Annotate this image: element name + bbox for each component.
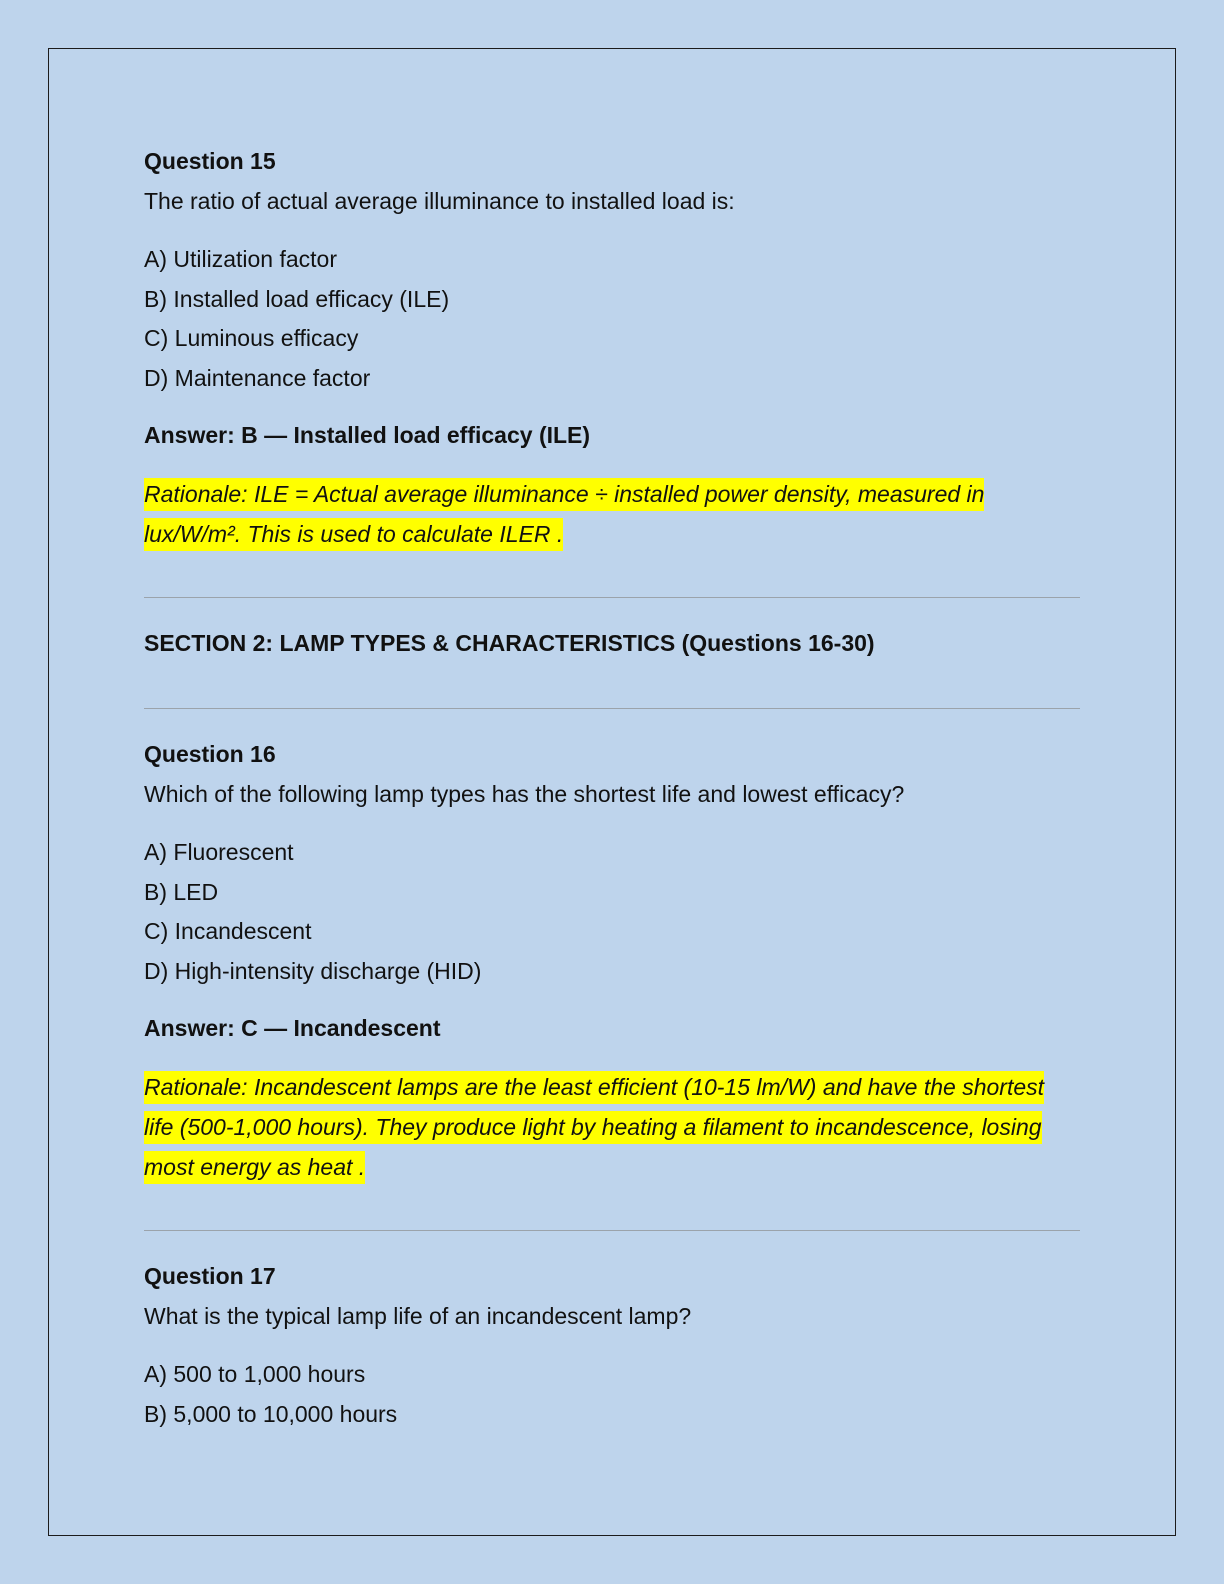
- rationale-text: Rationale: Incandescent lamps are the least efficient (10-15 lm/W) and have the shortest life (500-1,000 hours). They produce light by heating a filament to incandescence, losing most energy as heat .: [144, 1071, 1044, 1184]
- option-a: A) Utilization factor: [144, 246, 338, 272]
- option-list: [144, 1355, 1080, 1434]
- divider: [144, 1230, 1080, 1231]
- option-list: [144, 240, 1080, 398]
- question-16: [144, 739, 1080, 1187]
- question-text: The ratio of actual average illuminance to installed load is:: [144, 188, 735, 214]
- option-a: A) Fluorescent: [144, 839, 294, 865]
- divider: [144, 597, 1080, 598]
- option-b: B) LED: [144, 878, 219, 905]
- rationale-text: Rationale: ILE = Actual average illuminance ÷ installed power density, measured in lux/W/m². This is used to calculate ILER .: [144, 478, 984, 551]
- option-a: A) 500 to 1,000 hours: [144, 1361, 366, 1387]
- answer-line: Answer: C — Incandescent: [144, 1015, 441, 1041]
- option-b: B) 5,000 to 10,000 hours: [144, 1400, 398, 1427]
- option-c: C) Incandescent: [144, 918, 312, 944]
- question-title: Question 15: [144, 148, 276, 174]
- answer-line: Answer: B — Installed load efficacy (ILE): [144, 422, 591, 448]
- section-heading: SECTION 2: LAMP TYPES & CHARACTERISTICS (Questions 16-30): [144, 630, 875, 656]
- question-text: What is the typical lamp life of an incandescent lamp?: [144, 1303, 692, 1329]
- rationale: [144, 1067, 1054, 1187]
- option-d: D) Maintenance factor: [144, 364, 371, 391]
- question-15: [144, 146, 1080, 554]
- question-title: Question 16: [144, 741, 276, 767]
- question-17: [144, 1261, 1080, 1434]
- rationale: [144, 474, 1074, 554]
- question-text: Which of the following lamp types has the shortest life and lowest efficacy?: [144, 781, 905, 807]
- option-list: [144, 833, 1080, 991]
- divider: [144, 708, 1080, 709]
- option-c: C) Luminous efficacy: [144, 325, 359, 351]
- option-b: B) Installed load efficacy (ILE): [144, 285, 450, 312]
- question-title: Question 17: [144, 1263, 276, 1289]
- option-d: D) High-intensity discharge (HID): [144, 957, 482, 984]
- document-content: [144, 146, 1080, 1456]
